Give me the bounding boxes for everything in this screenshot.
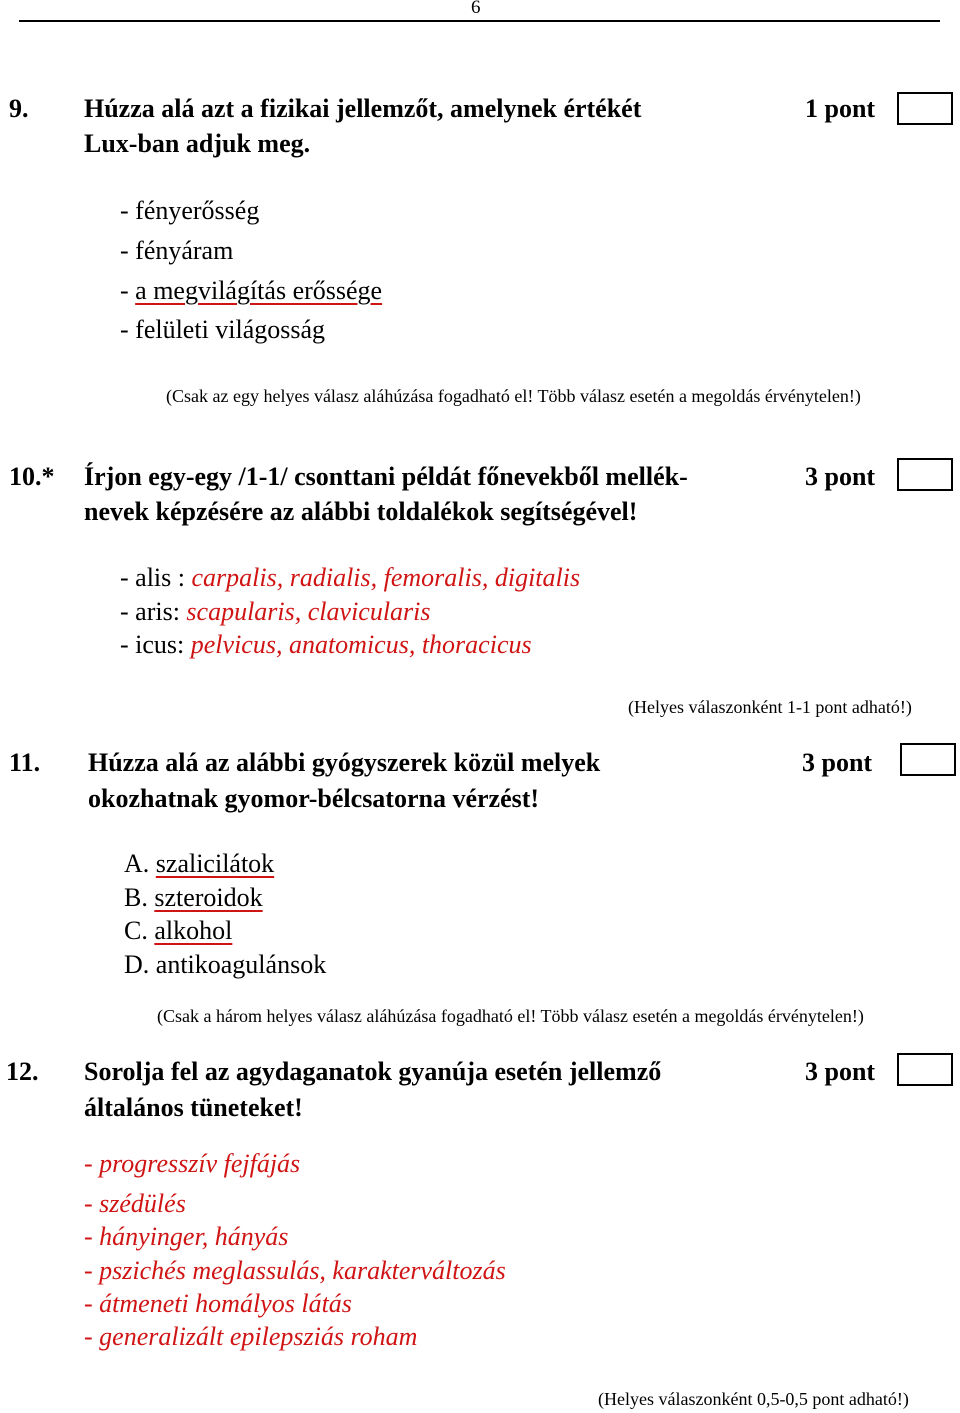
q11-question-line1: Húzza alá az alábbi gyógyszerek közül melyek — [88, 748, 601, 777]
q9-option-4: - felületi világosság — [120, 315, 326, 344]
q11-score-box[interactable] — [900, 743, 956, 776]
q9-option-3 — [120, 276, 382, 306]
q11-option-d-text: antikoagulánsok — [155, 950, 327, 979]
q12-question-line1: Sorolja fel az agydaganatok gyanúja esetén jellemző — [84, 1057, 662, 1086]
q12-question-line2: általános tüneteket! — [84, 1093, 303, 1122]
page-number: 6 — [471, 0, 481, 18]
q10-question-line1: Írjon egy-egy /1-1/ csonttani példát főnevekből mellék- — [84, 462, 688, 491]
q12-answer-2: - szédülés — [84, 1189, 186, 1218]
q11-option-d — [124, 950, 326, 980]
q10-note: (Helyes válaszonként 1-1 pont adható!) — [628, 697, 912, 717]
q11-option-d-letter: D. — [124, 950, 150, 979]
q12-answer-3: - hányinger, hányás — [84, 1222, 289, 1251]
q9-question-line1: Húzza alá azt a fizikai jellemzőt, amelynek értékét — [84, 94, 642, 123]
q11-option-b-text: szteroidok — [154, 883, 263, 912]
header-rule — [19, 20, 940, 22]
q10-points: 3 pont — [805, 462, 876, 491]
q11-note: (Csak a három helyes válasz aláhúzása fogadható el! Több válasz esetén a megoldás érvénytelen!) — [157, 1006, 864, 1026]
q9-number: 9. — [9, 94, 29, 123]
q12-answer-4: - pszichés meglassulás, karakterváltozás — [84, 1256, 506, 1285]
q9-option-2: - fényáram — [120, 236, 234, 265]
q10-row-alis — [120, 563, 580, 593]
q10-answer-alis: carpalis, radialis, femoralis, digitalis — [191, 563, 581, 592]
q10-label-icus: - icus: — [120, 630, 185, 659]
q9-option-3-underlined: a megvilágítás erőssége — [135, 276, 383, 305]
q11-option-a — [124, 849, 274, 879]
q10-answer-aris: scapularis, clavicularis — [186, 597, 431, 626]
q10-score-box[interactable] — [897, 458, 953, 491]
q11-points: 3 pont — [802, 748, 873, 777]
q12-score-box[interactable] — [897, 1053, 953, 1086]
q9-score-box[interactable] — [897, 92, 953, 125]
q10-question-line2: nevek képzésére az alábbi toldalékok segítségével! — [84, 497, 638, 526]
q11-question-line2: okozhatnak gyomor-bélcsatorna vérzést! — [88, 784, 540, 813]
q12-answer-1: - progresszív fejfájás — [84, 1149, 301, 1178]
q12-number: 12. — [6, 1057, 39, 1086]
q9-question-line2: Lux-ban adjuk meg. — [84, 129, 311, 158]
q10-number: 10.* — [9, 462, 55, 491]
q9-points: 1 pont — [805, 94, 876, 123]
q10-row-aris — [120, 597, 431, 627]
q10-row-icus — [120, 630, 532, 660]
q11-number: 11. — [9, 748, 41, 777]
q11-option-b — [124, 883, 263, 913]
q11-option-c — [124, 916, 232, 946]
q9-option-3-prefix: - — [120, 276, 136, 305]
q10-label-aris: - aris: — [120, 597, 180, 626]
q9-note: (Csak az egy helyes válasz aláhúzása fogadható el! Több válasz esetén a megoldás érvénytelen!) — [166, 386, 861, 406]
q12-answer-6: - generalizált epilepsziás roham — [84, 1322, 418, 1351]
q12-points: 3 pont — [805, 1057, 876, 1086]
q12-note: (Helyes válaszonként 0,5-0,5 pont adható!) — [598, 1389, 909, 1409]
q11-option-a-letter: A. — [124, 849, 150, 878]
q11-option-b-letter: B. — [124, 883, 148, 912]
q11-option-c-letter: C. — [124, 916, 148, 945]
q10-answer-icus: pelvicus, anatomicus, thoracicus — [190, 630, 532, 659]
q9-option-1: - fényerősség — [120, 196, 260, 225]
q11-option-c-text: alkohol — [154, 916, 233, 945]
q12-answer-5: - átmeneti homályos látás — [84, 1289, 352, 1318]
q11-option-a-text: szalicilátok — [155, 849, 275, 878]
q10-label-alis: - alis : — [120, 563, 185, 592]
